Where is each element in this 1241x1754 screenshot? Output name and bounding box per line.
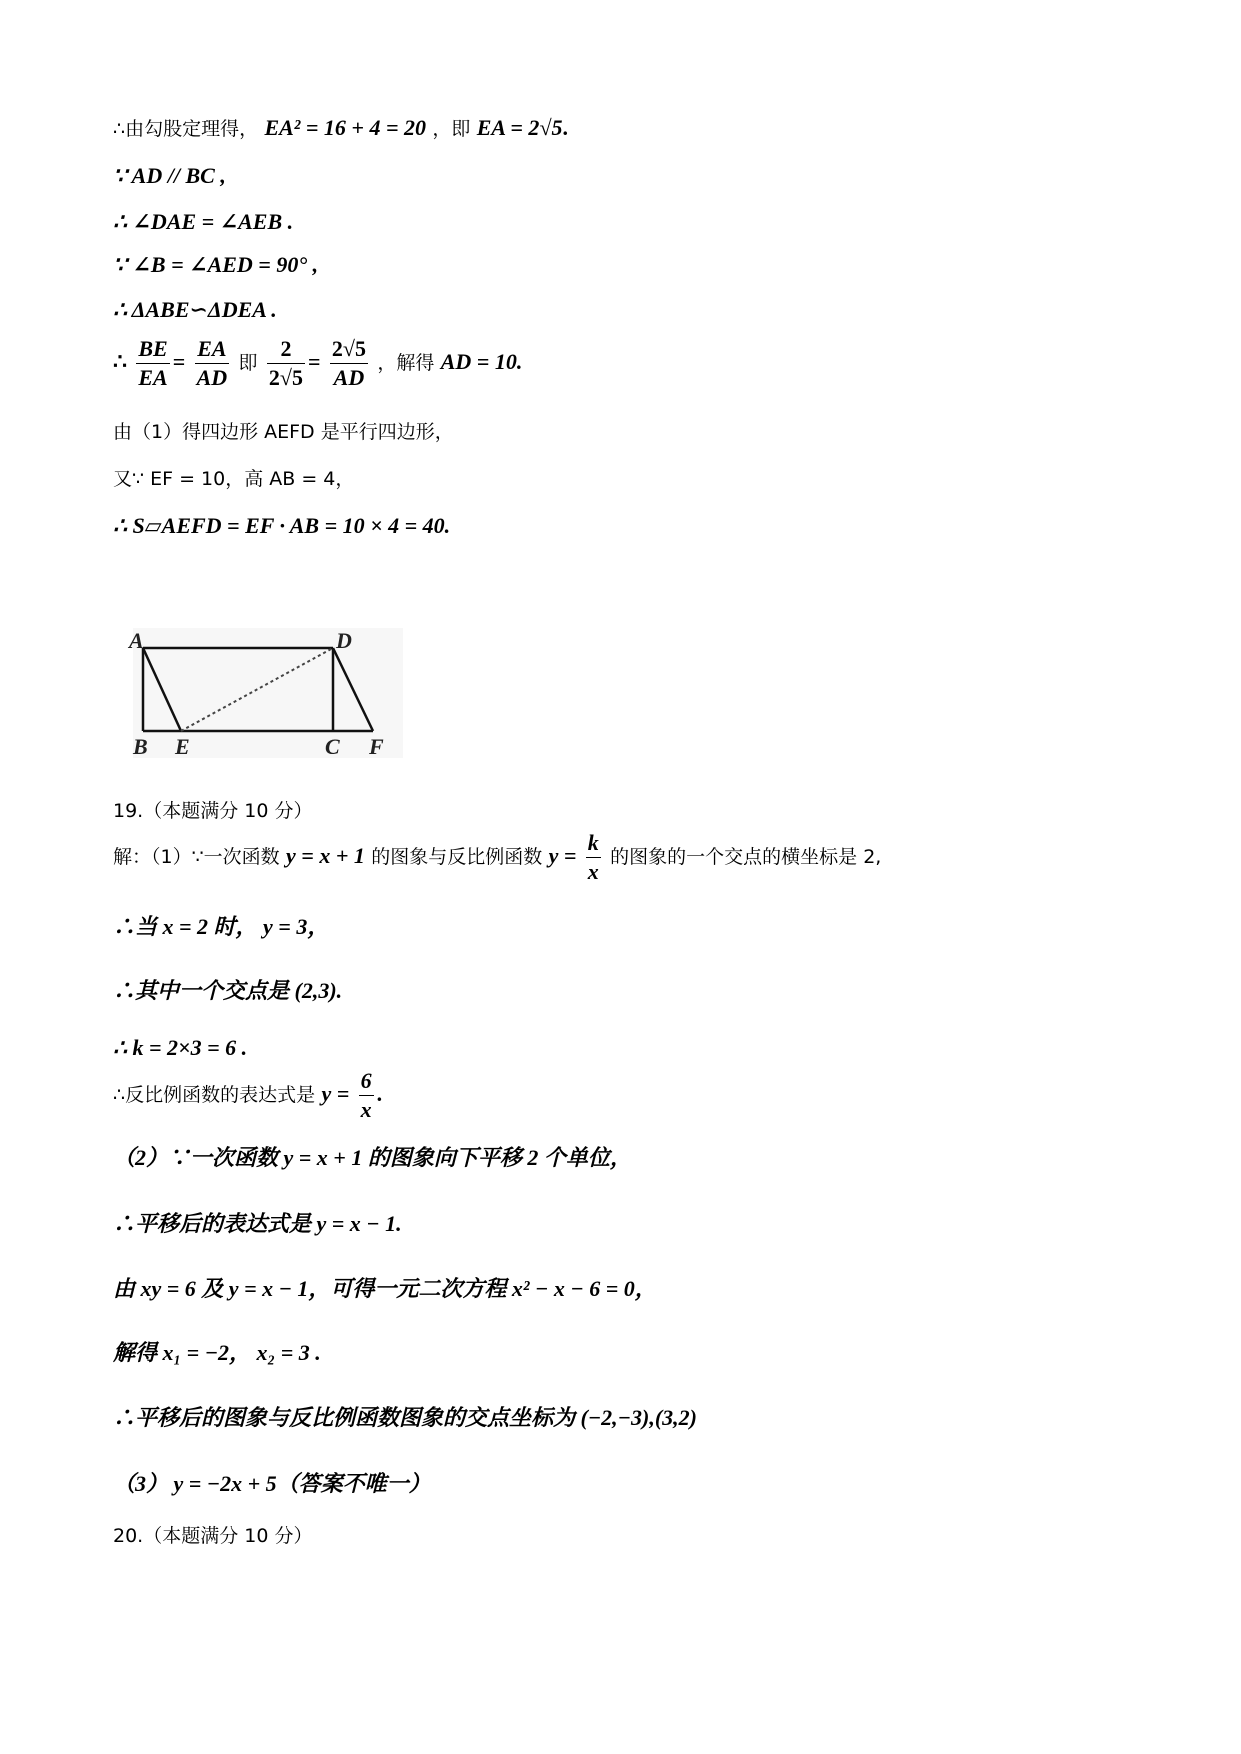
line-right-angles: ∵ ∠B = ∠AED = 90° , xyxy=(113,252,319,277)
math: EA = 2√5 xyxy=(476,115,563,140)
math: y = xyxy=(548,843,577,868)
q19-line6: （2）∵一次函数 y = x + 1 的图象向下平移 2 个单位， xyxy=(113,1145,632,1170)
text: 的图象的一个交点的横坐标是 2, xyxy=(610,846,882,868)
line-area: ∴ S▱AEFD = EF · AB = 10 × 4 = 40. xyxy=(113,513,451,538)
label-e: E xyxy=(175,734,190,759)
text: 解：（1）∵一次函数 xyxy=(113,846,280,868)
math: EA² = 16 + 4 = 20 xyxy=(264,115,427,140)
math: AD = 10. xyxy=(440,349,523,374)
line-proportion: ∴ $\frac{BE}{EA}$ = $\frac{EA}{AD}$ 即 $\frac{2}{2√5}$ = $\frac{2√5}{AD}$ ，解得 AD = 10. xyxy=(113,336,523,390)
q19-line5: ∴反比例函数的表达式是 y = $\frac{6}{x}$ . xyxy=(113,1068,383,1122)
q19-line8: 由 xy = 6 及 y = x − 1，可得一元二次方程 x² − x − 6 = 0， xyxy=(113,1276,657,1301)
text: ，解得 xyxy=(377,352,435,374)
label-d: D xyxy=(336,628,352,653)
parallelogram-figure xyxy=(129,628,403,759)
line-similar: ∴ ΔABE∽ΔDEA . xyxy=(113,297,277,322)
q19-line11: （3） y = −2x + 5（答案不唯一） xyxy=(113,1471,431,1496)
fraction-6-over-x: $\frac{6}{x}$ xyxy=(360,1068,372,1122)
fraction: $\frac{EA}{AD}$ xyxy=(196,336,228,390)
fraction: $\frac{BE}{EA}$ xyxy=(138,336,168,390)
label-c: C xyxy=(325,734,340,759)
q19-line2: ∴当 x = 2 时， y = 3， xyxy=(113,914,330,939)
line-parallel: ∵ AD // BC , xyxy=(113,163,226,188)
text: 的图象与反比例函数 xyxy=(371,846,543,868)
fraction: $\frac{2}{2√5}$ xyxy=(268,336,303,390)
q19-line10: ∴平移后的图象与反比例函数图象的交点坐标为 (−2,−3),(3,2) xyxy=(113,1405,697,1430)
line-angle-equal: ∴ ∠DAE = ∠AEB . xyxy=(113,209,294,234)
q19-line1 xyxy=(113,826,881,887)
text: ∴由勾股定理得， xyxy=(113,118,259,140)
q19-line4: ∴ k = 2×3 = 6 . xyxy=(113,1035,248,1060)
line-ef-height: 又∵ EF = 10，高 AB = 4， xyxy=(113,468,355,490)
fraction: $\frac{2√5}{AD}$ xyxy=(331,336,366,390)
text: ∴反比例函数的表达式是 xyxy=(113,1084,316,1106)
fraction-k-over-x: $\frac{k}{x}$ xyxy=(587,830,599,884)
q19-line9: 解得 x₁ = −2， x₂ = 3 . xyxy=(113,1340,321,1365)
math: y = x + 1 xyxy=(286,843,365,868)
therefore: ∴ xyxy=(113,349,127,374)
q19-line7: ∴平移后的表达式是 y = x − 1. xyxy=(113,1211,402,1236)
q20-heading: 20.（本题满分 10 分） xyxy=(113,1525,313,1547)
line-pythagoras: ∴由勾股定理得， EA² = 16 + 4 = 20 ，即 EA = 2√5. xyxy=(113,115,568,140)
q19-line3: ∴其中一个交点是 (2,3). xyxy=(113,978,343,1003)
label-a: A xyxy=(129,628,144,653)
label-f: F xyxy=(369,734,384,759)
q19-heading: 19.（本题满分 10 分） xyxy=(113,800,313,822)
label-b: B xyxy=(133,734,148,759)
math: y = xyxy=(321,1081,350,1106)
text: ，即 xyxy=(432,118,471,140)
line-parallelogram: 由（1）得四边形 AEFD 是平行四边形， xyxy=(113,421,454,443)
text: 即 xyxy=(238,352,258,374)
